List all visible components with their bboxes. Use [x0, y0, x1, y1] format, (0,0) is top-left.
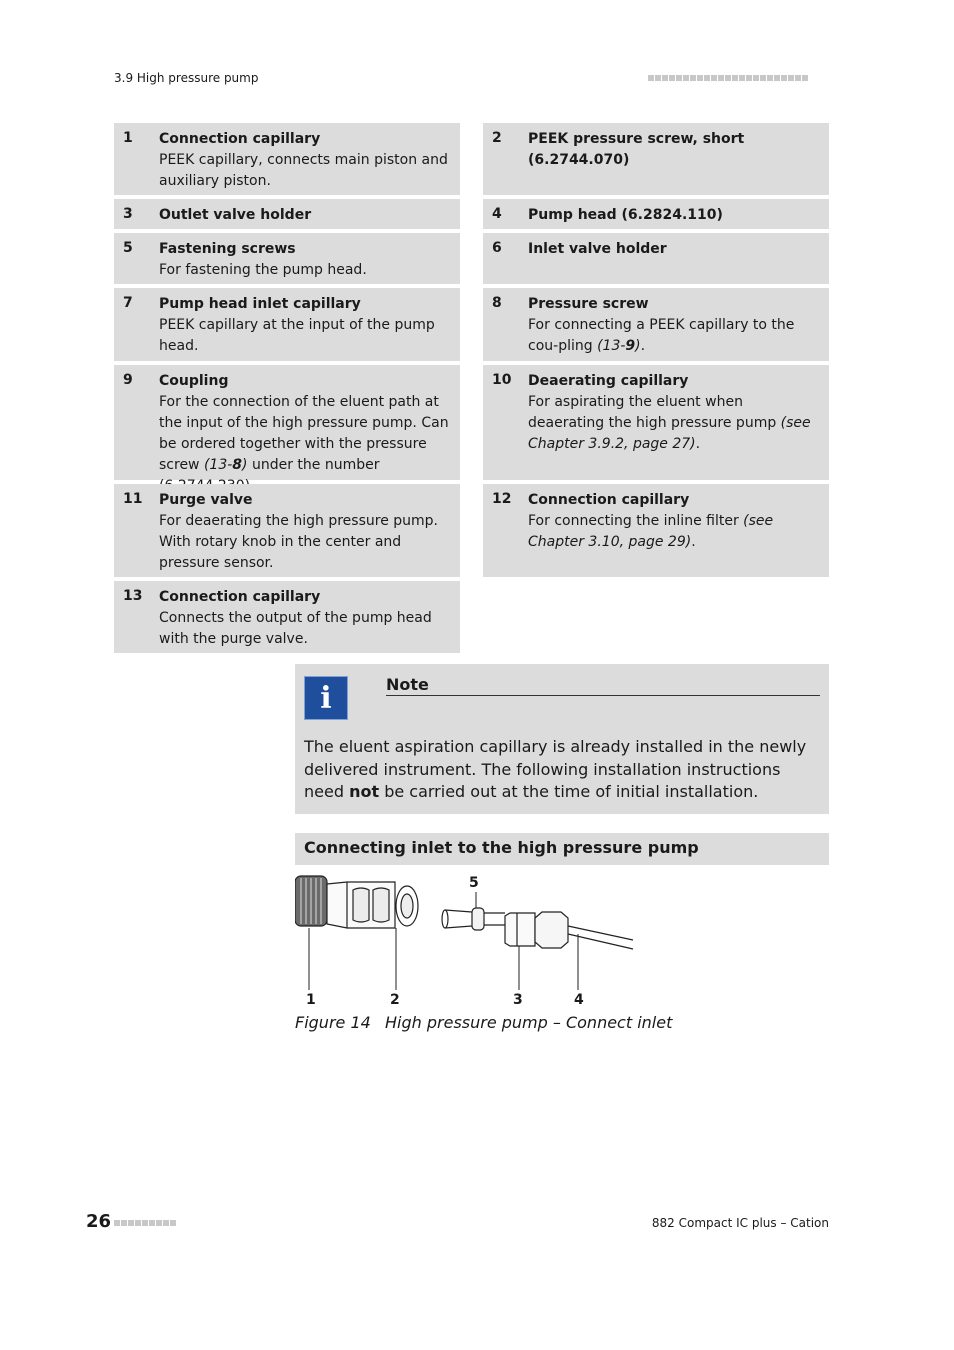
legend-number: 2: [492, 130, 502, 146]
legend-item-13: [114, 581, 460, 653]
legend-number: 13: [123, 588, 143, 604]
note-box: [295, 664, 829, 814]
legend-number: 8: [492, 295, 502, 311]
legend-desc: For connecting a PEEK capillary to the cou-pling (13-9).: [528, 317, 795, 354]
footer-product: 882 Compact IC plus – Cation: [651, 1216, 829, 1230]
figure-label-5: 5: [469, 875, 479, 891]
legend-desc: For deaerating the high pressure pump. With rotary knob in the center and pressure sensor.: [159, 513, 438, 571]
figure-caption: [295, 1013, 672, 1032]
legend-item-2: [483, 123, 829, 195]
note-text: The eluent aspiration capillary is already installed in the newly delivered instrument. The following installation instructions need not be carried out at the time of initial installation.: [304, 737, 807, 801]
legend-item-9: [114, 365, 460, 480]
legend-title: Pressure screw: [528, 296, 649, 312]
legend-item-10: [483, 365, 829, 480]
legend-desc: Connects the output of the pump head with the purge valve.: [159, 610, 432, 647]
figure-caption-text: High pressure pump – Connect inlet: [385, 1013, 673, 1032]
legend-number: 12: [492, 491, 512, 507]
chapter-link[interactable]: (see Chapter 3.9.2, page 27): [528, 415, 811, 452]
page-number: 26: [86, 1211, 112, 1232]
legend-desc: For the connection of the eluent path at the input of the high pressure pump. Can be ordered together with the pressure screw (13-8) under the number: [159, 394, 449, 473]
legend-title: Connection capillary: [528, 492, 690, 508]
legend-item-1: [114, 123, 460, 195]
figure-reference[interactable]: 9: [625, 338, 636, 354]
legend-number: 11: [123, 491, 143, 507]
legend-desc: PEEK capillary at the input of the pump head.: [159, 317, 435, 354]
pressure-screw: [505, 913, 535, 946]
legend-title: Connection capillary: [159, 131, 321, 147]
seal-ring: [472, 908, 484, 930]
header-section-title: 3.9 High pressure pump: [114, 71, 259, 85]
legend-title: Pump head (6.2824.110): [528, 207, 723, 223]
legend-title: Purge valve: [159, 492, 253, 508]
legend-item-11: [114, 484, 460, 577]
chapter-link[interactable]: (see Chapter 3.10, page 29): [528, 513, 774, 550]
legend-item-3: [114, 199, 460, 229]
figure-label-2: 2: [390, 992, 400, 1008]
legend-number: 3: [123, 206, 133, 222]
legend-number: 4: [492, 206, 502, 222]
legend-title: Deaerating capillary: [528, 373, 689, 389]
legend-item-4: [483, 199, 829, 229]
legend-title: Inlet valve holder: [528, 241, 667, 257]
footer-decoration: [114, 1220, 176, 1226]
legend-item-8: [483, 288, 829, 361]
legend-title: Fastening screws: [159, 241, 296, 257]
legend-item-6: [483, 233, 829, 284]
figure-caption-label: Figure 14: [295, 1013, 371, 1032]
legend-desc: For connecting the inline filter (see Chapter 3.10, page 29).: [528, 513, 774, 550]
capillary-nut: [535, 912, 568, 948]
legend-desc: For aspirating the eluent when deaerating the high pressure pump (see Chapter 3.9.2, page 27).: [528, 394, 811, 452]
figure-reference[interactable]: 8: [232, 457, 243, 473]
legend-title: PEEK pressure screw, short (6.2744.070): [528, 131, 745, 168]
legend-number: 7: [123, 295, 133, 311]
legend-title: Connection capillary: [159, 589, 321, 605]
figure-label-3: 3: [513, 992, 523, 1008]
legend-title: Outlet valve holder: [159, 207, 312, 223]
note-title: Note: [386, 675, 820, 696]
legend-desc: PEEK capillary, connects main piston and auxiliary piston.: [159, 152, 448, 189]
figure-label-1: 1: [306, 992, 316, 1008]
legend-item-12: [483, 484, 829, 577]
legend-title: Coupling: [159, 373, 229, 389]
legend-item-5: [114, 233, 460, 284]
legend-number: 6: [492, 240, 502, 256]
legend-number: 1: [123, 130, 133, 146]
legend-number: 5: [123, 240, 133, 256]
legend-number: 10: [492, 372, 512, 388]
legend-item-7: [114, 288, 460, 361]
figure-label-4: 4: [574, 992, 584, 1008]
info-icon: i: [304, 676, 348, 720]
header-decoration: [648, 75, 808, 81]
legend-title: Pump head inlet capillary: [159, 296, 361, 312]
section-heading: Connecting inlet to the high pressure pump: [295, 833, 829, 865]
legend-number: 9: [123, 372, 133, 388]
figure-14: [295, 868, 645, 1013]
legend-desc: For fastening the pump head.: [159, 262, 367, 278]
